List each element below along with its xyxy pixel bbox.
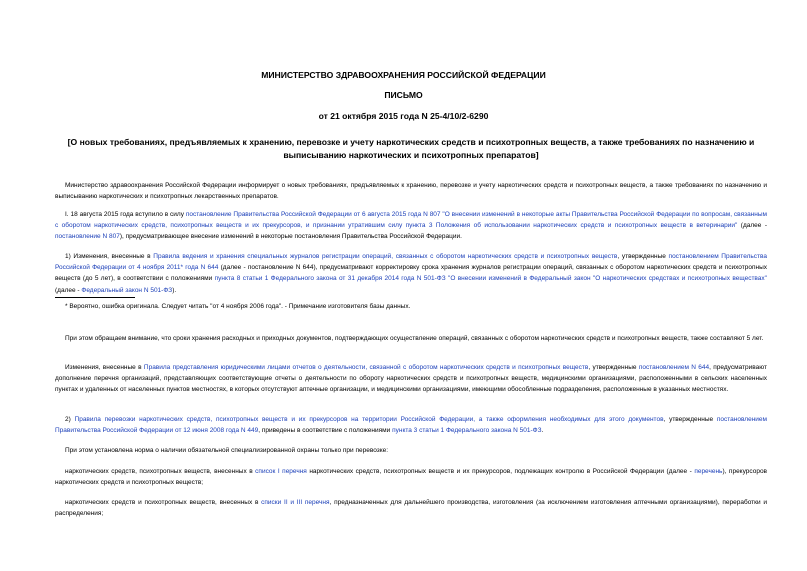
link-law-501-item-3[interactable]: пункта 3 статьи 1 Федерального закона N 501-ФЗ: [392, 427, 542, 435]
link-resolution-449[interactable]: постановлением Правительства Российской Федерации от 12 июня 2008 года N 449: [55, 416, 767, 435]
text: , утвержденные: [617, 253, 669, 260]
link-law-501[interactable]: Федеральный закон N 501-ФЗ: [81, 286, 173, 294]
intro-paragraph: Министерство здравоохранения Российской Федерации информирует о новых требованиях, предъявляемых к хранению, перевозке и учету наркотических средств и психотропных веществ, а также требованиях по назначению и выписыванию наркотических и психотропных лекарственных препаратов.: [55, 182, 767, 201]
text: , предназначенных для дальнейшего производства, изготовления (за исключением изготовления аптечными организациями), переработки и распределения;: [55, 499, 767, 518]
text: 2): [65, 416, 75, 423]
text: , утвержденные: [588, 364, 639, 371]
link-resolution-807[interactable]: постановление Правительства Российской Федерации от 6 августа 2015 года N 807 "О внесении изменений в некоторые акты Правительства Российской Федерации по вопросам, связанным с оборотом наркотических средств, психотропных веществ и их прекурсоров, и признании утратившим силу пункта 3 Положения об использовании наркотических средств и психотропных веществ в ветеринарии": [55, 211, 767, 230]
text: , утвержденные: [663, 416, 717, 423]
paragraph-5: [55, 414, 767, 436]
text: (далее -: [737, 222, 767, 230]
text: наркотических средств, психотропных веществ, внесенных в: [65, 468, 256, 475]
text: (далее -: [55, 286, 82, 294]
link-list[interactable]: перечень: [694, 468, 723, 475]
paragraph-3: При этом обращаем внимание, что сроки хранения расходных и приходных документов, подтверждающих осуществление операций, связанных с оборотом наркотических средств и психотропных веществ, также составляют 5 лет.: [65, 335, 764, 342]
link-journal-rules[interactable]: Правила ведения и хранения специальных журналов регистрации операций, связанных с оборотом наркотических средств и психотропных веществ: [153, 253, 618, 260]
link-list-1[interactable]: список I перечня: [255, 468, 307, 475]
text: , предусматривают дополнение перечня организаций, представляющих соответствующие отчеты о деятельности по обороту наркотических средств и психотропных веществ, медицинскими организациями, расположенными в сельских населенных пунктах и удаленных от населенных пунктов местностях, в которых отсутствуют аптечные организации, и медицинскими организациями, имеющими обособленные подразделения, расположенные в указанных местностях.: [55, 364, 767, 394]
link-law-501-item-8[interactable]: пункта 8 статьи 1 Федерального закона от 31 декабря 2014 года N 501-ФЗ "О внесении изменений в Федеральный закон "О наркотических средствах и психотропных веществах": [214, 275, 767, 283]
text: 1) Изменения, внесенные в: [65, 253, 154, 260]
paragraph-6: При этом установлена норма о наличии обязательной специализированной охраны только при перевозке:: [65, 447, 389, 454]
footnote-divider: [55, 297, 135, 298]
text: наркотических средств, психотропных веществ и их прекурсоров, подлежащих контролю в Российской Федерации (далее -: [306, 468, 695, 475]
text: I. 18 августа 2015 года вступило в силу: [65, 211, 186, 218]
text: наркотических средств и психотропных веществ, внесенных в: [65, 499, 262, 506]
text: Изменения, внесенные в: [65, 364, 144, 371]
link-lists-2-3[interactable]: списки II и III перечня: [261, 499, 330, 506]
link-reporting-rules[interactable]: Правила представления юридическими лицами отчетов о деятельности, связанной с оборотом наркотических средств и психотропных веществ: [143, 364, 589, 371]
paragraph-7: [55, 466, 767, 488]
paragraph-8: [55, 497, 767, 519]
ministry-heading: МИНИСТЕРСТВО ЗДРАВООХРАНЕНИЯ РОССИЙСКОЙ ФЕДЕРАЦИИ: [261, 70, 546, 80]
text: ).: [172, 286, 177, 294]
text: .: [541, 427, 544, 435]
text: ), предусматривающее внесение изменений в некоторые постановления Правительства Российской Федерации.: [119, 233, 462, 241]
text: (далее - постановление N 644), предусматривают корректировку срока хранения журналов регистрации операций, связанных с оборотом наркотических средств и психотропных веществ (до 5 лет), в соответствии с положениями: [55, 264, 767, 283]
paragraph-1: [55, 209, 767, 243]
document-title: [О новых требованиях, предъявляемых к хранению, перевозке и учету наркотических средств и психотропных веществ, а также требованиях по назначению и выписыванию наркотических и психотропных препаратов]: [67, 137, 755, 160]
link-resolution-807-short[interactable]: постановление N 807: [55, 233, 120, 241]
document-type: ПИСЬМО: [384, 90, 423, 100]
footnote: * Вероятно, ошибка оригинала. Следует читать "от 4 ноября 2006 года". - Примечание изготовителя базы данных.: [65, 303, 411, 310]
link-resolution-644-short[interactable]: постановлением N 644: [638, 364, 710, 371]
link-transport-rules[interactable]: Правила перевозки наркотических средств, психотропных веществ и их прекурсоров на территории Российской Федерации, а также оформления необходимых для этого документов: [74, 416, 664, 423]
link-resolution-644[interactable]: постановлением Правительства Российской Федерации от 4 ноября 2011* года N 644: [55, 253, 768, 272]
text: ), прекурсоров наркотических средств и психотропных веществ;: [55, 468, 768, 487]
paragraph-4: [55, 362, 767, 396]
document-date-number: от 21 октября 2015 года N 25-4/10/2-6290: [318, 111, 489, 121]
paragraph-2: [55, 251, 767, 296]
text: , приведены в соответствие с положениями: [258, 427, 393, 435]
